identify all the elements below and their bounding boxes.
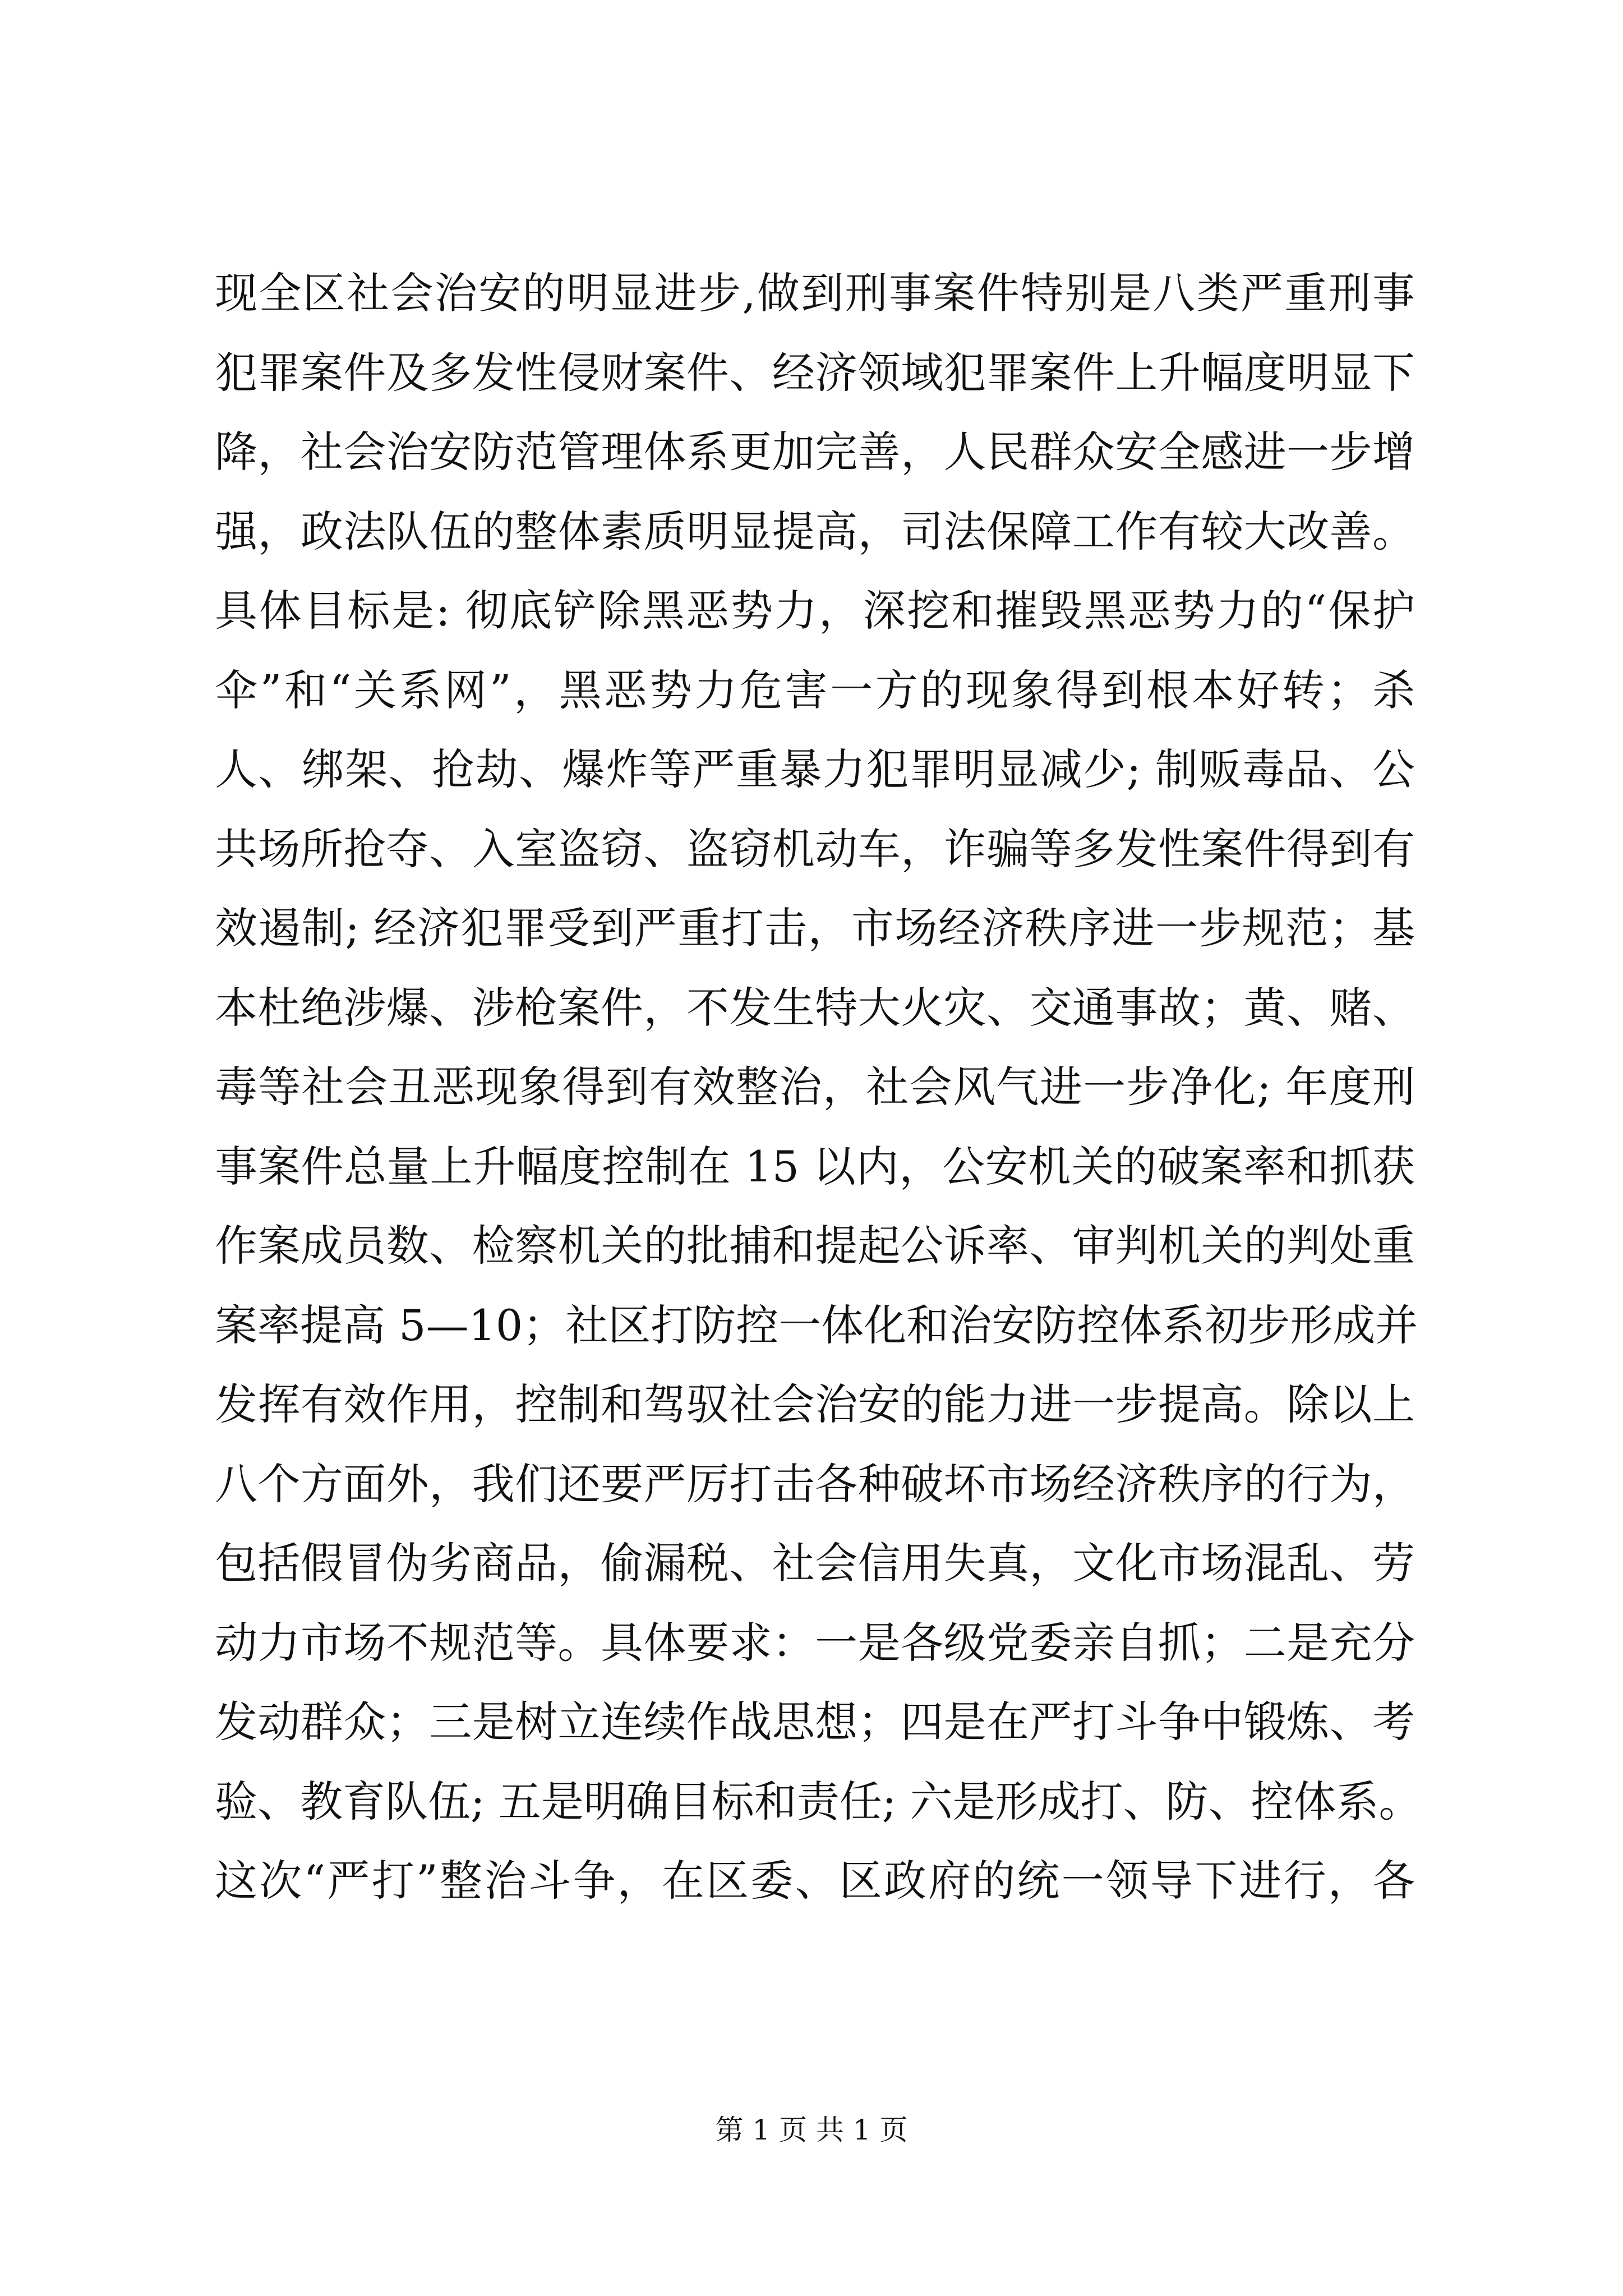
page-number: 第 1 页 共 1 页: [715, 2114, 908, 2146]
text-line: 现全区社会治安的明显进步,做到刑事案件特别是八类严重刑事: [215, 268, 1415, 318]
text-line: 这次“严打”整治斗争，在区委、区政府的统一领导下进行，各: [215, 1856, 1415, 1906]
text-line: 降，社会治安防范管理体系更加完善，人民群众安全感进一步增: [215, 427, 1415, 477]
text-line: 案率提高 5—10；社区打防控一体化和治安防控体系初步形成并: [215, 1300, 1418, 1350]
text-line: 验、教育队伍; 五是明确目标和责任; 六是形成打、防、控体系。: [215, 1776, 1422, 1826]
text-line: 效遏制; 经济犯罪受到严重打击，市场经济秩序进一步规范；基: [215, 903, 1415, 953]
body-text: [215, 254, 1422, 1921]
text-line: 发挥有效作用，控制和驾驭社会治安的能力进一步提高。除以上: [215, 1379, 1415, 1429]
text-line: 作案成员数、检察机关的批捕和提起公诉率、审判机关的判处重: [215, 1221, 1415, 1271]
text-line: 伞”和“关系网”，黑恶势力危害一方的现象得到根本好转；杀: [215, 665, 1415, 715]
text-line: 毒等社会丑恶现象得到有效整治，社会风气进一步净化; 年度刑: [215, 1062, 1415, 1112]
text-line: 八个方面外，我们还要严厉打击各种破坏市场经济秩序的行为，: [215, 1458, 1415, 1509]
text-line: 具体目标是: 彻底铲除黑恶势力，深挖和摧毁黑恶势力的“保护: [215, 586, 1415, 636]
text-line: 发动群众；三是树立连续作战思想；四是在严打斗争中锻炼、考: [215, 1697, 1415, 1747]
text-line: 包括假冒伪劣商品，偷漏税、社会信用失真，文化市场混乱、劳: [215, 1538, 1415, 1588]
text-line: 犯罪案件及多发性侵财案件、经济领域犯罪案件上升幅度明显下: [215, 347, 1415, 398]
page-footer: [0, 2108, 1623, 2148]
text-line: 本杜绝涉爆、涉枪案件，不发生特大火灾、交通事故；黄、赌、: [215, 982, 1415, 1033]
text-line: 共场所抢夺、入室盗窃、盗窃机动车，诈骗等多发性案件得到有: [215, 823, 1415, 874]
text-line: 人、绑架、抢劫、爆炸等严重暴力犯罪明显减少; 制贩毒品、公: [215, 744, 1415, 794]
text-line: 强，政法队伍的整体素质明显提高，司法保障工作有较大改善。: [215, 506, 1415, 556]
text-line: 事案件总量上升幅度控制在 15 以内，公安机关的破案率和抓获: [215, 1141, 1415, 1191]
text-line: 动力市场不规范等。具体要求：一是各级党委亲自抓；二是充分: [215, 1617, 1415, 1668]
